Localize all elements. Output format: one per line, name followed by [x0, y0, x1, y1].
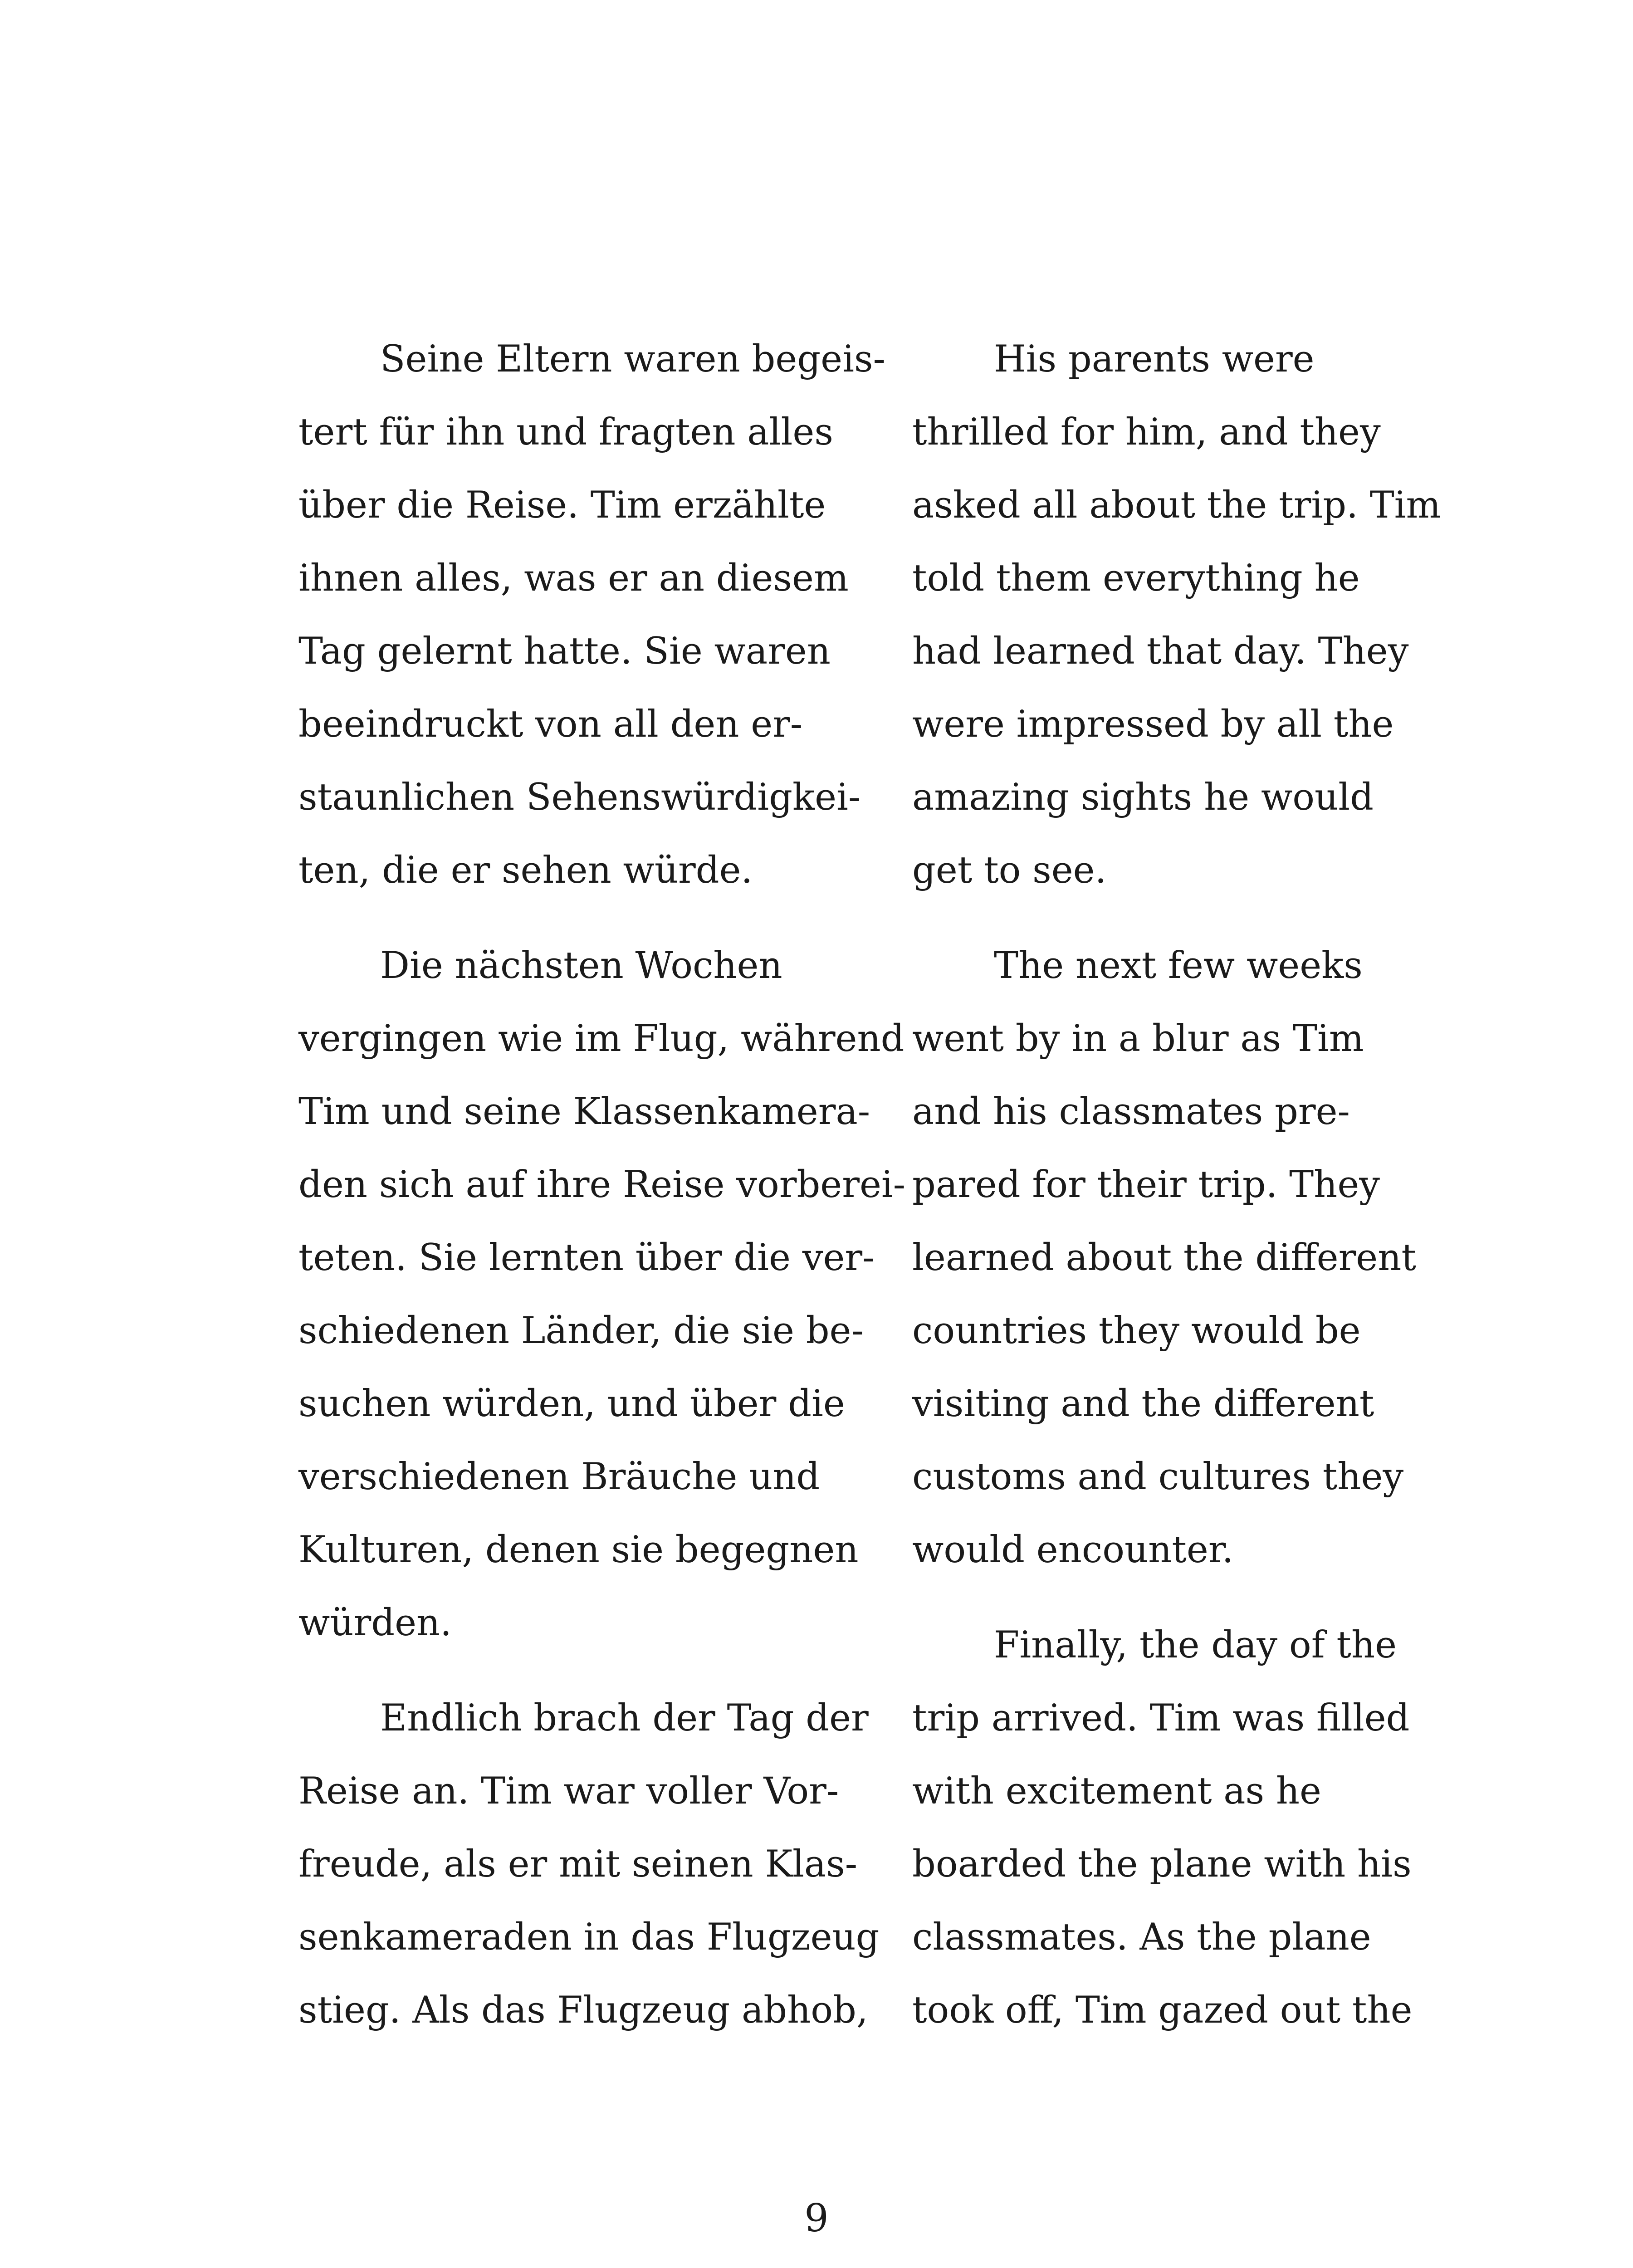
text-line: were impressed by all the	[912, 703, 1394, 746]
text-line: and his classmates pre-	[912, 1090, 1350, 1133]
german-paragraph-2	[298, 929, 906, 1660]
text-line: customs and cultures they	[912, 1456, 1404, 1498]
text-line: schiedenen Länder, die sie be-	[298, 1310, 864, 1352]
text-line: Tag gelernt hatte. Sie waren	[298, 630, 831, 673]
text-line: verschiedenen Bräuche und	[298, 1456, 820, 1498]
text-line: würden.	[298, 1602, 452, 1644]
text-line: ihnen alles, was er an diesem	[298, 557, 849, 600]
bat-icon	[767, 2266, 939, 2268]
text-line: with excitement as he	[912, 1770, 1321, 1813]
text-line: Finally, the day of the	[994, 1624, 1397, 1667]
text-line: suchen würden, und über die	[298, 1383, 845, 1425]
text-line: beeindruckt von all den er-	[298, 703, 803, 746]
text-line: pared for their trip. They	[912, 1163, 1380, 1206]
text-line: Seine Eltern waren begeis-	[380, 338, 885, 381]
text-line: learned about the different	[912, 1237, 1416, 1279]
text-line: boarded the plane with his	[912, 1843, 1412, 1886]
text-line: teten. Sie lernten über die ver-	[298, 1237, 875, 1279]
text-line: über die Reise. Tim erzählte	[298, 484, 826, 527]
german-column	[298, 323, 906, 2047]
text-line: senkameraden in das Flugzeug	[298, 1916, 880, 1959]
text-line: would encounter.	[912, 1529, 1234, 1571]
text-line: freude, als er mit seinen Klas-	[298, 1843, 858, 1886]
text-line: ten, die er sehen würde.	[298, 849, 753, 892]
text-line: visiting and the different	[912, 1383, 1374, 1425]
text-line: trip arrived. Tim was filled	[912, 1697, 1410, 1740]
text-line: tert für ihn und fragten alles	[298, 411, 833, 454]
german-paragraph-3	[298, 1682, 884, 2047]
text-line: Reise an. Tim war voller Vor-	[298, 1770, 839, 1813]
english-column	[912, 323, 1447, 2047]
german-paragraph-1	[298, 323, 884, 907]
text-line: Kulturen, denen sie begegnen	[298, 1529, 859, 1571]
english-paragraph-2	[912, 929, 1447, 1587]
text-line: took off, Tim gazed out the	[912, 1989, 1413, 2032]
english-paragraph-3	[912, 1609, 1447, 2047]
text-line: den sich auf ihre Reise vorberei-	[298, 1163, 906, 1206]
text-line: had learned that day. They	[912, 630, 1409, 673]
text-line: Endlich brach der Tag der	[380, 1697, 869, 1740]
text-line: vergingen wie im Flug, während	[298, 1017, 905, 1060]
text-line: His parents were	[994, 338, 1315, 381]
text-line: The next few weeks	[994, 944, 1363, 987]
text-line: stieg. Als das Flugzeug abhob,	[298, 1989, 868, 2032]
text-line: asked all about the trip. Tim	[912, 484, 1441, 527]
english-paragraph-1	[912, 323, 1447, 907]
text-line: countries they would be	[912, 1310, 1361, 1352]
text-line: staunlichen Sehenswürdigkei-	[298, 776, 861, 819]
text-line: Tim und seine Klassenkamera-	[298, 1090, 870, 1133]
text-line: Die nächsten Wochen	[380, 944, 782, 987]
text-line: amazing sights he would	[912, 776, 1374, 819]
text-line: went by in a blur as Tim	[912, 1017, 1364, 1060]
text-line: thrilled for him, and they	[912, 411, 1381, 454]
page-number: 9	[804, 2196, 829, 2240]
text-line: get to see.	[912, 849, 1107, 892]
text-line: told them everything he	[912, 557, 1360, 600]
text-line: classmates. As the plane	[912, 1916, 1371, 1959]
